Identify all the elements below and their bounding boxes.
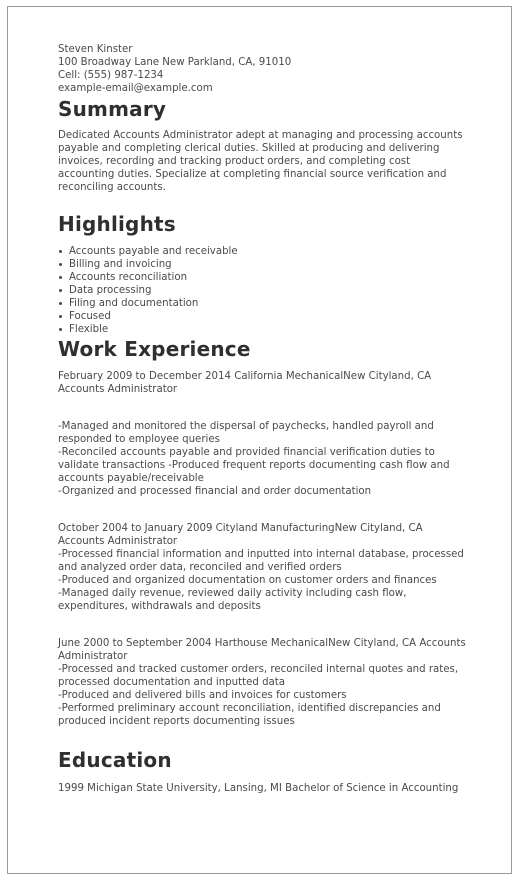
list-item: Accounts reconciliation [69,271,468,284]
list-item: Flexible [69,323,468,336]
job-duty: -Produced and delivered bills and invoices for customers [58,690,347,701]
job-entry-3 [58,637,468,728]
summary-heading: Summary [58,97,167,121]
job-header: February 2009 to December 2014 California MechanicalNew Cityland, CA Accounts Administrator [58,371,432,395]
job-entry-2 [58,522,468,613]
list-item: Focused [69,310,468,323]
list-item: Data processing [69,284,468,297]
contact-name: Steven Kinster [58,44,133,55]
resume-content [58,43,468,795]
contact-address: 100 Broadway Lane New Parkland, CA, 91010 [58,57,292,68]
list-item: Billing and invoicing [69,258,468,271]
job-header: October 2004 to January 2009 Cityland ManufacturingNew Cityland, CA Accounts Administrator [58,523,423,547]
job-duty: -Reconciled accounts payable and provided financial verification duties to validate transactions -Produced frequent reports documenting cash flow and accounts payable/receivable [58,447,450,484]
job-header: June 2000 to September 2004 Harthouse MechanicalNew Cityland, CA Accounts Administrator [58,638,466,662]
resume-page [7,6,512,874]
contact-block [58,43,468,95]
highlights-list [58,245,468,336]
job-duty: -Processed financial information and inputted into internal database, processed and analyzed order data, reconciled and verified orders [58,549,464,573]
job-duty: -Performed preliminary account reconciliation, identified discrepancies and produced incident reports documenting issues [58,703,441,727]
highlights-heading: Highlights [58,212,176,236]
job-duty: -Processed and tracked customer orders, reconciled internal quotes and rates, processed documentation and inputted data [58,664,459,688]
job-duty: -Organized and processed financial and order documentation [58,486,372,497]
education-text: 1999 Michigan State University, Lansing, MI Bachelor of Science in Accounting [58,783,459,794]
contact-email: example-email@example.com [58,83,213,94]
education-heading: Education [58,748,172,772]
job-duty: -Produced and organized documentation on customer orders and finances [58,575,437,586]
list-item: Filing and documentation [69,297,468,310]
experience-heading: Work Experience [58,337,251,361]
job-duty: -Managed daily revenue, reviewed daily activity including cash flow, expenditures, withdrawals and deposits [58,588,407,612]
job-entry-1 [58,370,468,498]
list-item: Accounts payable and receivable [69,245,468,258]
contact-cell: Cell: (555) 987-1234 [58,70,164,81]
job-duty: -Managed and monitored the dispersal of paychecks, handled payroll and responded to employee queries [58,421,434,445]
summary-text: Dedicated Accounts Administrator adept at managing and processing accounts payable and completing clerical duties. Skilled at producing and delivering invoices, recording and tracking product orders, and completing cost accounting duties. Specialize at completing financial source verification and reconciling accounts. [58,130,463,193]
